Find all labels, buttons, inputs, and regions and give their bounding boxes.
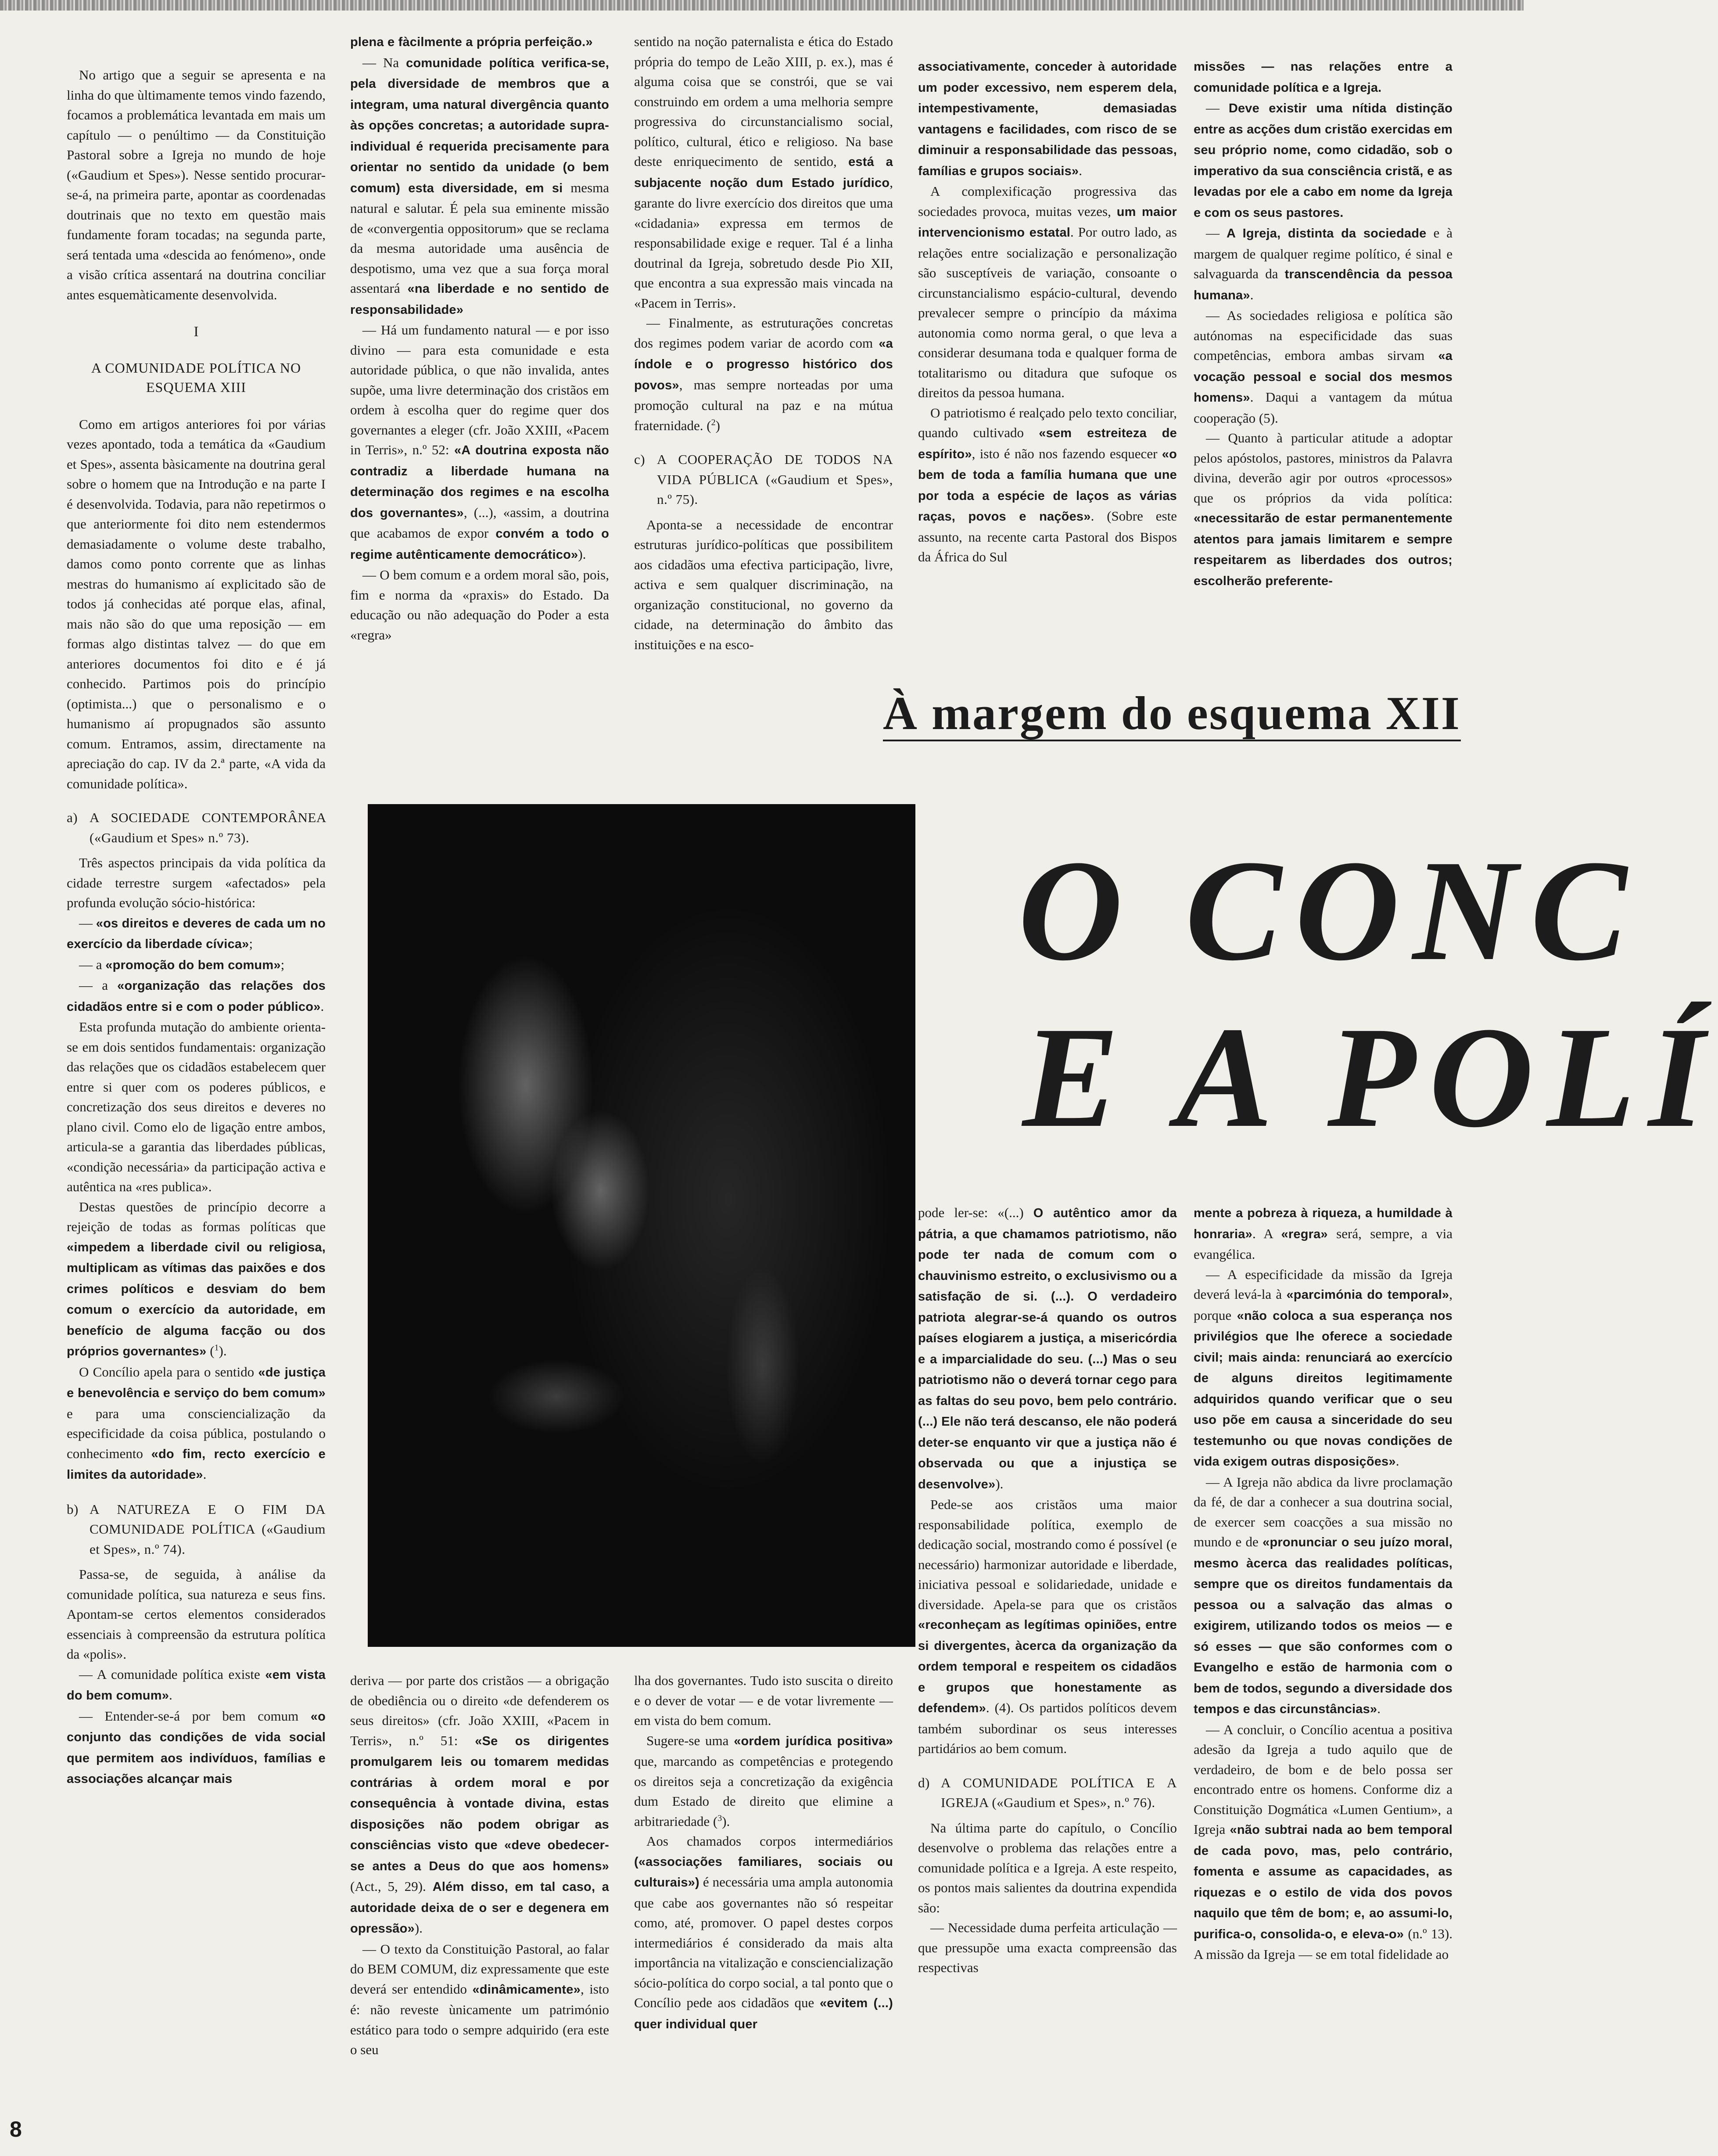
paragraph: — Há um fundamento natural — e por isso divino — para esta comunidade e esta autoridade pública, o que não invalida, antes supõe, uma livre determinação dos cristãos em ordem à escolha quer do regime quer dos governantes a eleger (cfr. João XXIII, «Pacem in Terris», n.º 52: «A doutrina exposta não contradiz a liberdade humana na determinação dos regimes e na escolha dos governantes», (...), «assim, a doutrina que acabamos de expor convém a todo o regime autênticamente democrático»). [350, 322, 609, 562]
paragraph: — A especificidade da missão da Igreja deverá levá-la à «parcimónia do temporal», porque «não coloca a sua esperança nos privilégios que lhe oferece a sociedade civil; mais ainda: renunciará ao exercício de alguns direitos legitimamente adquiridos quando verificar que o seu uso põe em causa a sinceridade do seu testemunho ou que novas condições de vida exigem outras disposições». [1194, 1266, 1453, 1469]
paragraph: — Na comunidade política verifica-se, pela diversidade de membros que a integram, uma natural divergência quanto às opções concretas; a autoridade supra-individual é requerida precisamente para orientar no sentido da unidade (o bem comum) esta diversidade, em si mesma natural e salutar. É pela sua eminente missão de «convergentia oppositorum» que se reclama da mesma autoridade uma ausência de despotismo, uma vez que a sua força moral assentará «na liberdade e no sentido de responsabilidade» [350, 54, 610, 317]
paragraph: Como em artigos anteriores foi por várias vezes apontado, toda a temática da «Gaudium et Spes», assenta bàsicamente na doutrina geral sobre o homem que na Introdução e na parte I é desenvolvida. Todavia, para não repetirmos o que anteriormente foi dito nem estendermos demasiadamente o volume deste trabalho, damos como ponto corrente que as linhas mestras do humanismo aí explicitado são de todos já conhecidas até porque elas, afinal, mais não são do que uma reposição — em formas algo distintas talvez — do que em anteriores documentos foi dito e é já conhecido. Partimos pois do princípio (optimista...) que o personalismo e o humanismo aí propugnados são assunto comum. Entramos, assim, directamente na apreciação do cap. IV da 2.ª parte, «A vida da comunidade política». [67, 416, 326, 791]
section-number: I [194, 324, 199, 340]
title-line-2: E A POLÍ [1022, 997, 1718, 1157]
paragraph: — O bem comum e a ordem moral são, pois, fim e norma da «praxis» do Estado. Da educação ou não adequação do Poder a esta «regra» [350, 567, 609, 643]
column-3-top [634, 32, 893, 654]
paragraph: — As sociedades religiosa e política são autónomas na especificidade das suas competências, embora ambas sirvam «a vocação pessoal e social dos mesmos homens». Daqui a vantagem da mútua cooperação (5). [1194, 308, 1453, 426]
column-3-bottom [634, 1671, 893, 2034]
kicker-heading: À margem do esquema XII [883, 683, 1524, 744]
paragraph: — Finalmente, as estruturações concretas dos regimes podem variar de acordo com «a índole e o progresso histórico dos povos», mas sempre norteadas por uma promoção cultural na paz e na mútua fraternidade. ($^2$) [634, 315, 893, 433]
paragraph: missões — nas relações entre a comunidade política e a Igreja. [1194, 60, 1453, 95]
paragraph: — Entender-se-á por bem comum «o conjunto das condições de vida social que permitem aos indivíduos, famílias e associações alcançar mais [67, 1708, 326, 1786]
subheading-b: b) A NATUREZA E O FIM DA COMUNIDADE POLÍTICA («Gaudium et Spes», n.º 74). [67, 1501, 326, 1557]
top-border [0, 0, 1524, 11]
title-line-1: O CONC [1018, 830, 1640, 991]
paragraph: O Concílio apela para o sentido «de justiça e benevolência e serviço do bem comum» e para uma consciencialização da especificidade da coisa pública, postulando o conhecimento «do fim, recto exercício e limites da autoridade». [67, 1364, 326, 1482]
paragraph: — A comunidade política existe «em vista do bem comum». [67, 1666, 326, 1703]
subheading-d: d) A COMUNIDADE POLÍTICA E A IGREJA («Gaudium et Spes», n.º 76). [918, 1775, 1177, 1810]
paragraph: mente a pobreza à riqueza, a humildade à honraria». A «regra» será, sempre, a via evangélica. [1194, 1206, 1453, 1262]
column-2-top [350, 32, 609, 645]
page-number: 8 [10, 2117, 22, 2142]
article-photo [368, 804, 915, 1647]
paragraph: Pede-se aos cristãos uma maior responsabilidade política, exemplo de dedicação social, mostrando como é possível (e necessário) harmonizar autoridade e liberdade, iniciativa pessoal e solidariedade, unidade e diversidade. Apela-se para que os cristãos «reconheçam as legítimas opiniões, entre si divergentes, àcerca da organização da ordem temporal e respeitem os cidadãos e grupos que honestamente as defendem». (4). Os partidos políticos devem também subordinar os seus interesses partidários ao bem comum. [918, 1497, 1177, 1756]
paragraph: Três aspectos principais da vida política da cidade terrestre surgem «afectados» pela profunda evolução sócio-histórica: [67, 855, 326, 910]
paragraph: lha dos governantes. Tudo isto suscita o direito e o dever de votar — e de votar livremente — em vista do bem comum. [634, 1673, 893, 1728]
list-item: — «os direitos e deveres de cada um no exercício da liberdade cívica»; [67, 915, 326, 951]
paragraph: — A Igreja, distinta da sociedade e à margem de qualquer regime político, é sinal e salvaguarda da transcendência da pessoa humana». [1194, 225, 1453, 302]
paragraph: — Deve existir uma nítida distinção entre as acções dum cristão exercidas em seu próprio nome, como cidadão, sob o imperativo da sua consciência cristã, e as levadas por ele a cabo em nome da Igreja e com os seus pastores. [1194, 100, 1453, 220]
intro-paragraph: No artigo que a seguir se apresenta e na linha do que ùltimamente temos vindo fazendo, focamos a problemática levantada em mais um capítulo — o penúltimo — da Constituição Pastoral sobre a Igreja no mundo de hoje («Gaudium et Spes»). Nesse sentido procurar-se-á, na primeira parte, apontar as coordenadas doutrinais que no texto em questão mais fundamente foram tocadas; na segunda parte, será tentada uma «descida ao fenómeno», onde a visão crítica assentará na doutrina conciliar antes esquemàticamente desenvolvida. [67, 67, 326, 302]
paragraph: Na última parte do capítulo, o Concílio desenvolve o problema das relações entre a comunidade política e a Igreja. A este respeito, os pontos mais salientes da doutrina expendida são: [918, 1820, 1177, 1915]
paragraph: Destas questões de princípio decorre a rejeição de todas as formas políticas que «impedem a liberdade civil ou religiosa, multiplicam as vítimas das paixões e dos crimes políticos e desviam do bem comum o exercício da autoridade, em benefício de alguma facção ou dos próprios governantes» ($^1$). [67, 1199, 326, 1358]
column-4-bottom [918, 1203, 1177, 1978]
subheading-a: a) A SOCIEDADE CONTEMPORÂNEA («Gaudium et Spes» n.º 73). [67, 810, 326, 845]
paragraph: Sugere-se uma «ordem jurídica positiva» que, marcando as competências e protegendo os direitos seja a concretização da exigência dum Estado de direito que elimine a arbitrariedade ($^3$). [634, 1732, 893, 1829]
paragraph: pode ler-se: «(...) O autêntico amor da pátria, a que chamamos patriotismo, não pode ter nada de comum com o chauvinismo estreito, o exclusivismo ou a satisfação de si. (...). O verdadeiro patriota alegrar-se-á quando os outros países elogiarem a justiça, a misericórdia e a imparcialidade do seu. (...) Mas o seu patriotismo não o deverá tornar cego para as faltas do seu povo, bem pelo contrário. (...) Ele não terá descanso, ele não poderá deter-se enquanto vir que a justiça não é observada ou que a injustiça se desenvolve»). [918, 1205, 1177, 1491]
paragraph: — A Igreja não abdica da livre proclamação da fé, de dar a conhecer a sua doutrina social, de exercer sem coacções a sua missão no mundo e de «pronunciar o seu juízo moral, mesmo àcerca das realidades políticas, sempre que os direitos fundamentais da pessoa ou a salvação das almas o exigirem, utilizando todos os meios — e só esses — que são conformes com o Evangelho e estão de harmonia com o bem de todos, segundo a diversidade dos tempos e das circunstâncias». [1194, 1474, 1453, 1716]
paragraph: sentido na noção paternalista e ética do Estado própria do tempo de Leão XIII, p. ex.), mas é alguma coisa que se constrói, que se vai construindo em ordem a uma melhoria sempre progressiva do circunstancialismo social, político, cultural, ético e religioso. Na base deste enriquecimento de sentido, está a subjacente noção dum Estado jurídico, garante do livre exercício dos direitos que uma «cidadania» expressa em termos de responsabilidade exige e requer. Tal é a linha doutrinal da Igreja, sobretudo desde Pio XII, que encontra a sua expressão mais vincada na «Pacem in Terris». [634, 34, 893, 311]
column-5-bottom [1194, 1203, 1453, 1965]
list-item: — a «promoção do bem comum»; [79, 956, 285, 972]
paragraph: Aos chamados corpos intermediários («associações familiares, sociais ou culturais») é necessária uma ampla autonomia que cabe aos governantes não só respeitar como, até, promover. O papel destes corpos intermediários é considerado da mais alta importância na vitalização e consciencialização sócio-política do corpo social, a tal ponto que o Concílio pede aos cidadãos que «evitem (...) quer individual quer [634, 1833, 893, 2031]
paragraph: — O texto da Constituição Pastoral, ao falar do BEM COMUM, diz expressamente que este deverá ser entendido «dinâmicamente», isto é: não reveste ùnicamente um património estático para todo o sempre adquirido (era este o seu [350, 1941, 609, 2057]
column-1 [67, 65, 326, 1789]
paragraph: Aponta-se a necessidade de encontrar estruturas jurídico-políticas que possibilitem aos cidadãos uma efectiva participação, livre, activa e sem qualquer discriminação, na organização constitucional, no governo da cidade, na determinação do âmbito das instituições e na esco- [634, 517, 893, 652]
paragraph: O patriotismo é realçado pelo texto conciliar, quando cultivado «sem estreiteza de espírito», isto é não nos fazendo esquecer «o bem de toda a família humana que une por toda a espécie de laços as várias raças, povos e nações». (Sobre este assunto, na recente carta Pastoral dos Bispos da África do Sul [918, 405, 1177, 564]
paragraph: associativamente, conceder à autoridade um poder excessivo, nem esperem dela, intempestivamente, demasiadas vantagens e facilidades, com risco de se diminuir a responsabilidade das pessoas, famílias e grupos sociais». [918, 60, 1177, 178]
list-item: — a «organização das relações dos cidadãos entre si e com o poder público». [67, 977, 326, 1014]
section-heading: A COMUNIDADE POLÍTICA NO ESQUEMA XIII [91, 359, 301, 395]
paragraph: deriva — por parte dos cristãos — a obrigação de obediência ou o direito «de defenderem os seus direitos» (cfr. João XXIII, «Pacem in Terris», n.º 51: «Se os dirigentes promulgarem leis ou tomarem medidas contrárias à ordem moral e por consequência à vontade divina, estas disposições não podem obrigar as consciências visto que «deve obedecer-se antes a Deus do que aos homens» (Act., 5, 29). Além disso, em tal caso, a autoridade deixa de o ser e degenera em opressão»). [350, 1673, 610, 1936]
column-5-top [1194, 56, 1453, 591]
column-2-bottom [350, 1671, 609, 2060]
paragraph: plena e fàcilmente a própria perfeição.» [350, 35, 593, 49]
paragraph: Esta profunda mutação do ambiente orienta-se em dois sentidos fundamentais: organização das relações que os cidadãos estabelecem quer entre si quer com os poderes públicos, e concretização dos seus direitos e deveres no plano civil. Como elo de ligação entre ambos, articula-se a garantia das liberdades públicas, «condição necessária» da participação activa e autêntica na «res publica». [67, 1019, 326, 1194]
paragraph: — A concluir, o Concílio acentua a positiva adesão da Igreja a tudo aquilo que de verdadeiro, de bom e de belo possa ser encontrado entre os homens. Conforme diz a Constituição Dogmática «Lumen Gentium», a Igreja «não subtrai nada ao bem temporal de cada povo, mas, pelo contrário, fomenta e assume as capacidades, as riquezas e o estilo de vida dos povos naquilo que têm de bom; e, ao assumi-lo, purifica-o, consolida-o, e eleva-o» (n.º 13). A missão da Igreja — se em total fidelidade ao [1194, 1721, 1453, 1962]
paragraph: — Necessidade duma perfeita articulação — que pressupõe uma exacta compreensão das respectivas [918, 1920, 1177, 1975]
column-4-top [918, 56, 1177, 567]
subheading-c: c) A COOPERAÇÃO DE TODOS NA VIDA PÚBLICA («Gaudium et Spes», n.º 75). [634, 452, 893, 507]
paragraph: A complexificação progressiva das sociedades provoca, muitas vezes, um maior intervencionismo estatal. Por outro lado, as relações entre socialização e personalização são susceptíveis de variação, consoante o circunstancialismo espácio-cultural, devendo prevalecer sempre o princípio da máxima autonomia como norma geral, o que leva a considerar desumana toda e qualquer forma de totalitarismo ou ditadura que sufoque os direitos da pessoa humana. [918, 183, 1177, 400]
paragraph: Passa-se, de seguida, à análise da comunidade política, sua natureza e seus fins. Apontam-se certos elementos considerados essenciais à compreensão da estrutura política da «polis». [67, 1567, 326, 1662]
paragraph: — Quanto à particular atitude a adoptar pelos apóstolos, pastores, ministros da Palavra divina, deverão agir por outros «processos» que os próprios da vida política: «necessitarão de estar permanentemente atentos para jamais limitarem e sempre respeitarem as liberdades dos outros; escolherão preferente- [1194, 430, 1453, 588]
